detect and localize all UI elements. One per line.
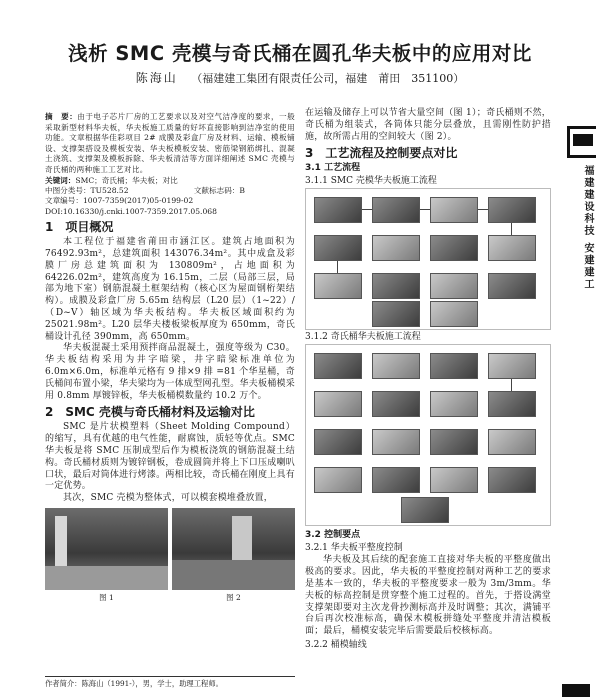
abstract-label: 摘 要： — [45, 112, 78, 121]
section-2-paragraph-2: 其次，SMC 壳模为整体式，可以模套模堆叠放置， — [63, 493, 273, 504]
flow-step — [372, 391, 420, 417]
journal-side-tab — [553, 120, 597, 420]
section-3-2-1-title: 3.2.1 华夫板平整度控制 — [305, 543, 403, 554]
section-3-1-2-title: 3.1.2 奇氏桶华夫板施工流程 — [305, 332, 421, 343]
journal-logo-block — [573, 134, 593, 146]
flow-step — [488, 353, 536, 379]
flow-arrow — [511, 379, 512, 391]
figure-row — [45, 508, 295, 603]
section-3-2-1-paragraph: 华夫板及其后续的配套施工直接对华夫板的平整度做出极高的要求。因此，华夫板的平整度控制对两种工艺的要求是基本一致的，华夫板的平整度要求一般为 3m/3mm。华夫板的标高控制是贯穿整个施工过程的。首先，于搭设满堂支撑架即要对主次龙骨抄测标高并及时调整；其次，满铺平台后再次校准标高，确保木模板拼缝处平整度并清洁模板面；最后，桶模安装完毕后需要最后校核标高。 — [305, 555, 551, 637]
figure-1-caption: 图 1 — [99, 592, 114, 602]
flow-step — [372, 197, 420, 223]
flow-step — [314, 353, 362, 379]
flow-step — [372, 353, 420, 379]
flow-step — [314, 273, 362, 299]
document-code: 文献标志码：B — [193, 185, 245, 195]
flow-step — [314, 235, 362, 261]
section-1-paragraph-1: 本工程位于福建省莆田市涵江区。建筑占地面积为 76492.93m²，总建筑面积 143076.34m²。其中成盒及彩膜厂房总建筑面积为 130809m²，占地面积为 64226.02m²，建筑高度为 16.15m，二层（局部三层，局部为地下室）钢筋混凝土框架结构（核心区为屋面钢桁架结构）。成膜及彩盒厂房 5.65m 结构层（L20 层）（1~22）/（D~V）轴区域为华夫板结构。华夫板区域面积约为 25021.98m²。L20 层华夫楼板梁板厚度为 650mm，奇氏桶设计孔径 390mm，高 650mm。 — [45, 237, 295, 342]
flow-step — [372, 235, 420, 261]
clc-number: 中图分类号：TU528.52 — [45, 185, 129, 195]
flow-step — [314, 429, 362, 455]
flow-step — [488, 235, 536, 261]
flow-step — [430, 391, 478, 417]
section-3-1-1-title: 3.1.1 SMC 壳模华夫板施工流程 — [305, 176, 437, 187]
flow-step — [488, 391, 536, 417]
flow-step — [430, 235, 478, 261]
flow-step — [430, 301, 478, 327]
abstract — [45, 112, 295, 176]
left-column — [45, 112, 295, 603]
flow-arrow — [362, 209, 372, 210]
flow-step — [488, 197, 536, 223]
journal-side-text: 福建建设科技 安建建工 — [582, 165, 593, 291]
figure-2-caption: 图 2 — [226, 592, 241, 602]
figure-1 — [45, 508, 168, 603]
flow-arrow — [478, 209, 488, 210]
flow-step — [401, 497, 449, 523]
section-2-title: 2 SMC 壳模与奇氏桶材料及运输对比 — [45, 405, 255, 420]
flow-step — [430, 353, 478, 379]
figure-1-photo — [45, 508, 168, 590]
right-paragraph-1: 在运输及储存上可以节省大量空间（图 1）；奇氏桶则不然，奇氏桶为组装式，各筒体只能分层叠放，且需刚性防护措施，故所需占用的空间较大（图 2）。 — [305, 108, 551, 142]
smc-flowchart — [305, 188, 551, 330]
author-note: 作者简介：陈海山（1991-），男，学士，助理工程师。 — [45, 676, 295, 689]
section-1-paragraph-2: 华夫板混凝土采用预拌商品混凝土，强度等级为 C30。华夫板结构采用为井字暗梁，井字暗梁标准单位为 6.0m×6.0m，标准单元格有 9 排×9 排 =81 个华星桶，奇氏桶间布置小梁，华夫梁均为一体成型网孔型。华夫板桶模采用 0.8mm 厚镀锌板，华夫板桶模数量约 10.2 万个。 — [45, 343, 295, 401]
figure-2 — [172, 508, 295, 603]
flow-step — [488, 273, 536, 299]
flow-step — [372, 467, 420, 493]
section-3-title: 3 工艺流程及控制要点对比 — [305, 146, 458, 161]
section-2-paragraph-1: SMC 是片状模塑料（Sheet Molding Compound）的缩写，具有优越的电气性能，耐腐蚀，质轻等优点。SMC 华夫板是将 SMC 压制成型后作为模板浇筑的钢筋混凝土结构。奇氏桶材质则为镀锌钢板，卷成圆筒并将上下口压成喇叭口状，最后对筒体进行烤漆。两相比较，奇氏桶在刚度上具有一定优势。 — [45, 422, 295, 492]
flow-arrow — [420, 209, 430, 210]
meta-block — [45, 176, 295, 218]
abstract-text: 由于电子芯片厂房的工艺要求以及对空气洁净度的要求，一般采取新型材料华夫板，华夫板施工质量的好坏直接影响到洁净室的使用功能。文章根据华佳彩项目 2# 成膜及彩盒厂房及材料、运输、模板铺设、支撑架搭设及模板安装、华夫板模板安装、密筋梁钢筋绑扎、混凝土浇筑、支撑架及模板拆除、华夫板清洁等方面详细阐述 SMC 壳模与奇氏桶的两种施工工艺对比。 — [45, 112, 295, 174]
figure-2-photo — [172, 508, 295, 590]
flow-arrow — [337, 261, 338, 273]
flow-step — [314, 467, 362, 493]
byline — [0, 69, 600, 86]
right-column — [305, 108, 551, 652]
flow-step — [372, 273, 420, 299]
flow-step — [372, 429, 420, 455]
section-3-1-title: 3.1 工艺流程 — [305, 163, 361, 174]
flow-step — [372, 301, 420, 327]
affiliation: （福建建工集团有限责任公司，福建 莆田 351100） — [191, 72, 465, 85]
flow-step — [430, 273, 478, 299]
article-number: 文章编号：1007-7359(2017)05-0199-02 — [45, 196, 194, 206]
doi: DOI:10.16330/j.cnki.1007-7359.2017.05.068 — [45, 206, 217, 216]
paper-title: 浅析 SMC 壳模与奇氏桶在圆孔华夫板中的应用对比 — [68, 42, 532, 65]
flow-step — [488, 467, 536, 493]
section-3-2-title: 3.2 控制要点 — [305, 530, 361, 541]
page-number-block — [562, 684, 590, 697]
section-1-title: 1 项目概况 — [45, 220, 114, 235]
flow-step — [488, 429, 536, 455]
flow-step — [430, 467, 478, 493]
section-3-2-2-title: 3.2.2 桶模轴线 — [305, 639, 367, 650]
author-name: 陈海山 — [135, 71, 178, 85]
flow-arrow — [511, 223, 512, 235]
flow-step — [314, 391, 362, 417]
flow-step — [314, 197, 362, 223]
qishi-flowchart — [305, 344, 551, 526]
keywords-label: 关键词： — [45, 175, 76, 185]
keywords: SMC；奇氏桶；华夫板；对比 — [75, 175, 178, 185]
flow-step — [430, 197, 478, 223]
flow-step — [430, 429, 478, 455]
